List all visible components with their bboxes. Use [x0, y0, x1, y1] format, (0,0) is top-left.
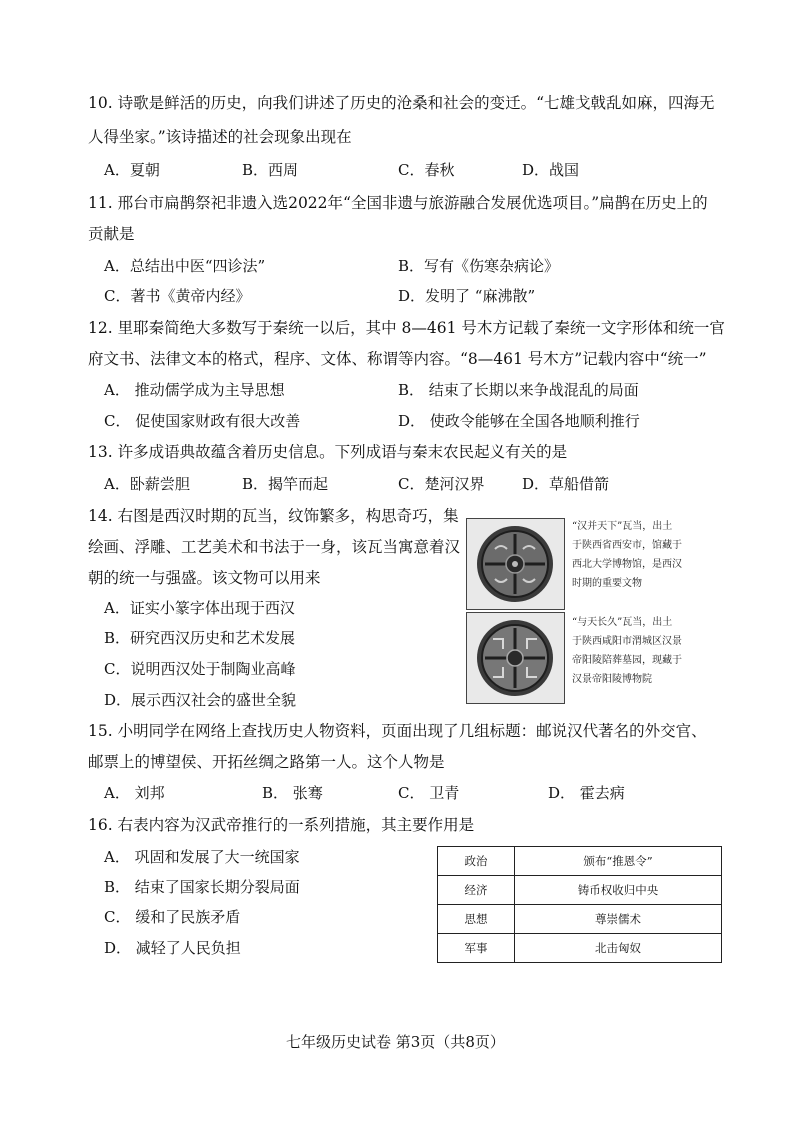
table-row — [438, 876, 722, 905]
q13-stem: 13. 许多成语典故蕴含着历史信息。下列成语与秦末农民起义有关的是 — [88, 443, 568, 461]
page-footer: 七年级历史试卷 第3页（共8页） — [286, 1033, 505, 1051]
q15-stem-line1: 15. 小明同学在网络上查找历史人物资料，页面出现了几组标题：邮说汉代著名的外交官、 — [88, 722, 707, 740]
q13-option-a: A．卧薪尝胆 — [104, 475, 190, 493]
q12-option-d: D． 使政令能够在全国各地顺利推行 — [398, 412, 640, 430]
q14-stem-line3: 朝的统一与强盛。该文物可以用来 — [88, 569, 321, 587]
q11-option-d: D．发明了 “麻沸散” — [398, 287, 536, 305]
tile1-caption-line1: “汉并天下”瓦当，出土 — [572, 521, 673, 532]
q15-option-b: B． 张骞 — [262, 784, 323, 802]
q16-stem: 16. 右表内容为汉武帝推行的一系列措施，其主要作用是 — [88, 816, 475, 834]
tile1-caption-line3: 西北大学博物馆，是西汉 — [572, 559, 682, 570]
q11-stem-line1: 11. 邢台市扁鹊祭祀非遗入选2022年“全国非遗与旅游融合发展优选项目。”扁鹊在历史上的 — [88, 194, 708, 212]
tile2-caption-line1: “与天长久”瓦当，出土 — [572, 617, 673, 628]
q14-option-d: D．展示西汉社会的盛世全貌 — [104, 691, 297, 709]
q11-stem-line2: 贡献是 — [88, 225, 135, 243]
table-cell-measure: 铸币权收归中央 — [515, 876, 722, 905]
q15-option-a: A． 刘邦 — [104, 784, 165, 802]
q12-stem-line1: 12. 里耶秦简绝大多数写于秦统一以后，其中 8—461 号木方记载了秦统一文字形体和统一官 — [88, 319, 725, 337]
q15-option-d: D． 霍去病 — [548, 784, 625, 802]
q14-stem-line2: 绘画、浮雕、工艺美术和书法于一身，该瓦当寓意着汉 — [88, 538, 461, 556]
table-row — [438, 934, 722, 963]
q16-option-c: C． 缓和了民族矛盾 — [104, 908, 241, 926]
table-row — [438, 905, 722, 934]
tile2-caption-line3: 帝阳陵陪葬墓园，现藏于 — [572, 655, 682, 666]
tile1-caption-line4: 时期的重要文物 — [572, 578, 642, 589]
q16-option-d: D． 减轻了人民负担 — [104, 939, 241, 957]
q10-stem-line2: 人得坐家。”该诗描述的社会现象出现在 — [88, 128, 352, 146]
q13-option-c: C．楚河汉界 — [398, 475, 485, 493]
q11-option-a: A．总结出中医“四诊法” — [104, 257, 266, 275]
table-cell-field: 经济 — [438, 876, 515, 905]
table-cell-field: 军事 — [438, 934, 515, 963]
q14-option-b: B．研究西汉历史和艺术发展 — [104, 629, 296, 647]
tile1-caption-line2: 于陕西省西安市，馆藏于 — [572, 540, 682, 551]
tile2-caption-line2: 于陕西咸阳市渭城区汉景 — [572, 636, 682, 647]
wadang-disc-icon — [467, 613, 564, 703]
q10-stem-line1: 10. 诗歌是鲜活的历史，向我们讲述了历史的沧桑和社会的变迁。“七雄戈戟乱如麻，四海无 — [88, 94, 715, 112]
wadang-tile-image-2 — [466, 612, 565, 704]
han-wudi-measures-table — [437, 846, 722, 963]
wadang-tile-image-1 — [466, 518, 565, 610]
q12-option-b: B． 结束了长期以来争战混乱的局面 — [398, 381, 639, 399]
table-cell-measure: 颁布“推恩令” — [515, 847, 722, 876]
q10-option-b: B．西周 — [242, 161, 299, 179]
table-cell-field: 政治 — [438, 847, 515, 876]
q15-option-c: C． 卫青 — [398, 784, 460, 802]
q12-option-a: A． 推动儒学成为主导思想 — [104, 381, 285, 399]
q13-option-d: D．草船借箭 — [522, 475, 610, 493]
q10-option-c: C．春秋 — [398, 161, 455, 179]
q16-option-b: B． 结束了国家长期分裂局面 — [104, 878, 300, 896]
q14-option-c: C．说明西汉处于制陶业高峰 — [104, 660, 296, 678]
q12-option-c: C． 促使国家财政有很大改善 — [104, 412, 301, 430]
table-cell-measure: 北击匈奴 — [515, 934, 722, 963]
tile2-caption-line4: 汉景帝阳陵博物院 — [572, 674, 652, 685]
q14-option-a: A．证实小篆字体出现于西汉 — [104, 599, 295, 617]
wadang-disc-icon — [467, 519, 564, 609]
q11-option-c: C．著书《黄帝内经》 — [104, 287, 251, 305]
q11-option-b: B．写有《伤寒杂病论》 — [398, 257, 560, 275]
table-cell-field: 思想 — [438, 905, 515, 934]
q13-option-b: B．揭竿而起 — [242, 475, 329, 493]
table-row — [438, 847, 722, 876]
q16-option-a: A． 巩固和发展了大一统国家 — [104, 848, 300, 866]
q14-stem-line1: 14. 右图是西汉时期的瓦当，纹饰繁多，构思奇巧，集 — [88, 507, 459, 525]
q10-option-a: A．夏朝 — [104, 161, 160, 179]
q10-option-d: D．战国 — [522, 161, 580, 179]
q15-stem-line2: 邮票上的博望侯、开拓丝绸之路第一人。这个人物是 — [88, 753, 445, 771]
q12-stem-line2: 府文书、法律文本的格式，程序、文体、称谓等内容。“8—461 号木方”记载内容中“统一” — [88, 350, 707, 368]
table-cell-measure: 尊崇儒术 — [515, 905, 722, 934]
